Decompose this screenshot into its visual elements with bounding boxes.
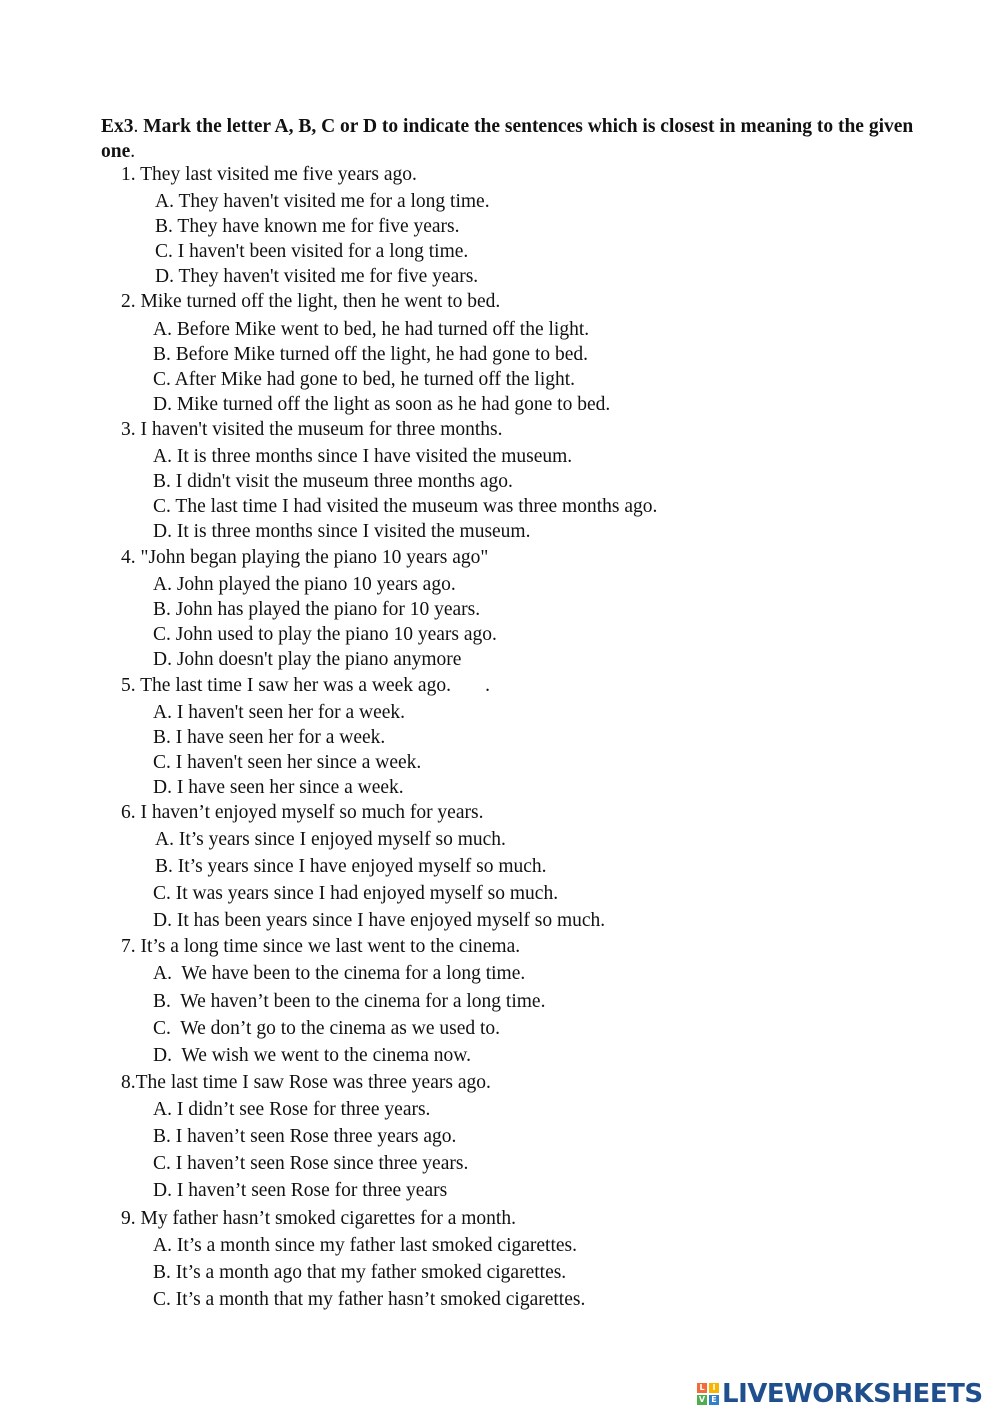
answer-option[interactable]: C. I haven't seen her since a week. <box>153 752 422 773</box>
answer-option[interactable]: C. John used to play the piano 10 years ago. <box>153 624 497 645</box>
question-stem: 5. The last time I saw her was a week ago. . <box>121 675 490 696</box>
answer-option[interactable]: C. It was years since I had enjoyed myself so much. <box>153 883 559 904</box>
answer-option[interactable]: D. It has been years since I have enjoyed myself so much. <box>153 910 606 931</box>
question-stem: 4. "John began playing the piano 10 years ago" <box>121 547 489 568</box>
answer-option[interactable]: B. Before Mike turned off the light, he had gone to bed. <box>153 344 589 365</box>
answer-option[interactable]: A. It is three months since I have visited the museum. <box>153 446 573 467</box>
answer-option[interactable]: C. The last time I had visited the museum was three months ago. <box>153 496 658 517</box>
question-stem: 7. It’s a long time since we last went to the cinema. <box>121 936 521 957</box>
answer-option[interactable]: B. I haven’t seen Rose three years ago. <box>153 1126 457 1147</box>
answer-option[interactable]: D. We wish we went to the cinema now. <box>153 1045 471 1066</box>
answer-option[interactable]: C. We don’t go to the cinema as we used to. <box>153 1018 501 1039</box>
answer-option[interactable]: B. It’s a month ago that my father smoked cigarettes. <box>153 1262 567 1283</box>
exercise-label: Ex3 <box>101 116 134 137</box>
logo-blocks-icon <box>697 1383 719 1405</box>
answer-option[interactable]: C. I haven’t seen Rose since three years. <box>153 1153 469 1174</box>
liveworksheets-logo <box>697 1378 983 1410</box>
answer-option[interactable]: A. We have been to the cinema for a long time. <box>153 963 526 984</box>
answer-option[interactable]: B. They have known me for five years. <box>155 216 460 237</box>
logo-block: L <box>697 1383 707 1393</box>
answer-option[interactable]: D. John doesn't play the piano anymore <box>153 649 462 670</box>
logo-block: I <box>709 1383 719 1393</box>
answer-option[interactable]: B. I have seen her for a week. <box>153 727 386 748</box>
logo-block: E <box>709 1395 719 1405</box>
logo-text: LIVEWORKSHEETS <box>722 1379 983 1409</box>
exercise-heading <box>101 114 951 164</box>
answer-option[interactable]: B. It’s years since I have enjoyed myself so much. <box>155 856 547 877</box>
answer-option[interactable]: A. They haven't visited me for a long time. <box>155 191 490 212</box>
question-stem: 1. They last visited me five years ago. <box>121 164 417 185</box>
answer-option[interactable]: A. I haven't seen her for a week. <box>153 702 406 723</box>
question-stem: 3. I haven't visited the museum for three months. <box>121 419 503 440</box>
heading-dot: . <box>133 116 144 137</box>
answer-option[interactable]: B. We haven’t been to the cinema for a long time. <box>153 991 546 1012</box>
answer-option[interactable]: D. I haven’t seen Rose for three years <box>153 1180 448 1201</box>
logo-block: V <box>698 1395 706 1404</box>
exercise-instruction: Mark the letter A, B, C or D to indicate the sentences which is closest in meaning to the given one <box>101 116 914 162</box>
answer-option[interactable]: B. I didn't visit the museum three months ago. <box>153 471 513 492</box>
answer-option[interactable]: C. After Mike had gone to bed, he turned off the light. <box>153 369 576 390</box>
answer-option[interactable]: D. I have seen her since a week. <box>153 777 404 798</box>
answer-option[interactable]: D. Mike turned off the light as soon as he had gone to bed. <box>153 394 611 415</box>
question-stem: 2. Mike turned off the light, then he went to bed. <box>121 291 501 312</box>
answer-option[interactable]: B. John has played the piano for 10 years. <box>153 599 481 620</box>
answer-option[interactable]: A. John played the piano 10 years ago. <box>153 574 456 595</box>
answer-option[interactable]: C. It’s a month that my father hasn’t smoked cigarettes. <box>153 1289 586 1310</box>
answer-option[interactable]: D. They haven't visited me for five years. <box>155 266 479 287</box>
answer-option[interactable]: C. I haven't been visited for a long time. <box>155 241 469 262</box>
heading-end: . <box>130 141 136 162</box>
question-stem: 6. I haven’t enjoyed myself so much for years. <box>121 802 484 823</box>
answer-option[interactable]: A. It’s years since I enjoyed myself so much. <box>155 829 506 850</box>
question-stem: 8.The last time I saw Rose was three years ago. <box>121 1072 491 1093</box>
answer-option[interactable]: A. Before Mike went to bed, he had turned off the light. <box>153 319 590 340</box>
answer-option[interactable]: A. It’s a month since my father last smoked cigarettes. <box>153 1235 578 1256</box>
answer-option[interactable]: D. It is three months since I visited the museum. <box>153 521 531 542</box>
answer-option[interactable]: A. I didn’t see Rose for three years. <box>153 1099 431 1120</box>
question-stem: 9. My father hasn’t smoked cigarettes for a month. <box>121 1208 516 1229</box>
